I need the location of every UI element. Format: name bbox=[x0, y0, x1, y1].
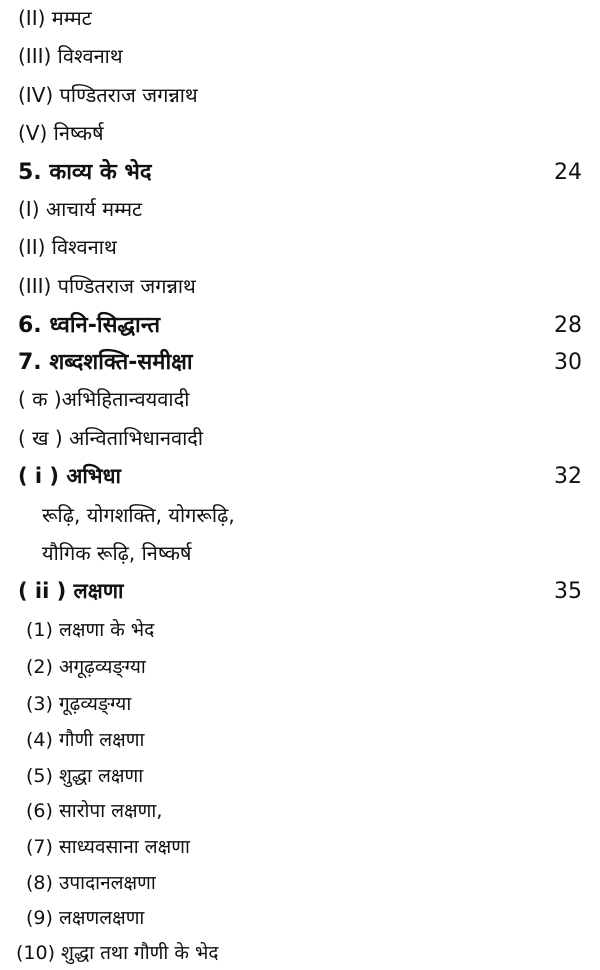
subchapter-title: ( ii ) लक्षणा bbox=[18, 579, 124, 603]
entry-title: (9) लक्षणलक्षणा bbox=[26, 907, 145, 929]
toc-chapter bbox=[18, 346, 582, 376]
entry-title: (10) शुद्धा तथा गौणी के भेद bbox=[16, 942, 219, 964]
subchapter-page: 32 bbox=[554, 464, 582, 489]
entry-title: (5) शुद्धा लक्षणा bbox=[26, 765, 144, 787]
entry-title: (4) गौणी लक्षणा bbox=[26, 729, 145, 751]
toc-entry bbox=[42, 539, 582, 566]
toc-entry bbox=[26, 653, 582, 679]
entry-title: (6) सारोपा लक्षणा, bbox=[26, 800, 163, 822]
toc-entry bbox=[26, 797, 582, 823]
chapter-title: 5. काव्य के भेद bbox=[18, 160, 152, 185]
toc-entry bbox=[18, 233, 582, 260]
toc-entry bbox=[26, 726, 582, 752]
entry-title: (IV) पण्डितराज जगन्नाथ bbox=[18, 83, 198, 107]
entry-title: (II) मम्मट bbox=[18, 6, 92, 30]
toc-entry bbox=[18, 4, 582, 31]
toc-entry bbox=[26, 833, 582, 859]
toc-entry bbox=[18, 42, 582, 69]
toc-entry bbox=[18, 272, 582, 299]
entry-title: (7) साध्यवसाना लक्षणा bbox=[26, 836, 190, 858]
toc-entry bbox=[26, 616, 582, 642]
toc-entry bbox=[18, 195, 582, 222]
toc-entry bbox=[16, 939, 582, 965]
entry-title: (V) निष्कर्ष bbox=[18, 121, 104, 145]
entry-title: (3) गूढ़व्यङ्ग्या bbox=[26, 693, 132, 715]
toc-entry bbox=[42, 501, 582, 528]
toc-entry bbox=[26, 869, 582, 895]
subchapter-title: ( i ) अभिधा bbox=[18, 464, 121, 488]
toc-entry bbox=[18, 81, 582, 108]
entry-title: यौगिक रूढ़ि, निष्कर्ष bbox=[42, 541, 192, 565]
entry-title: (III) पण्डितराज जगन्नाथ bbox=[18, 274, 196, 298]
toc-chapter bbox=[18, 156, 582, 186]
toc-subchapter bbox=[18, 577, 582, 605]
chapter-page: 30 bbox=[554, 350, 582, 375]
entry-title: ( क )अभिहितान्वयवादी bbox=[18, 387, 190, 411]
entry-title: (I) आचार्य मम्मट bbox=[18, 197, 143, 221]
chapter-title: 7. शब्दशक्ति-समीक्षा bbox=[18, 350, 193, 375]
toc-entry bbox=[18, 424, 582, 451]
toc-subchapter bbox=[18, 462, 582, 490]
toc-chapter bbox=[18, 309, 582, 339]
toc-entry bbox=[26, 762, 582, 788]
entry-title: (II) विश्वनाथ bbox=[18, 235, 117, 259]
entry-title: (2) अगूढ़व्यङ्ग्या bbox=[26, 656, 146, 678]
toc-entry bbox=[18, 385, 582, 412]
entry-title: (1) लक्षणा के भेद bbox=[26, 619, 155, 641]
chapter-page: 28 bbox=[554, 313, 582, 338]
entry-title: रूढ़ि, योगशक्ति, योगरूढ़ि, bbox=[42, 503, 235, 527]
toc-entry bbox=[18, 119, 582, 146]
entry-title: (III) विश्वनाथ bbox=[18, 44, 123, 68]
subchapter-page: 35 bbox=[554, 579, 582, 604]
toc-entry bbox=[26, 904, 582, 930]
chapter-page: 24 bbox=[554, 160, 582, 185]
entry-title: ( ख ) अन्विताभिधानवादी bbox=[18, 426, 204, 450]
chapter-title: 6. ध्वनि-सिद्धान्त bbox=[18, 313, 161, 338]
entry-title: (8) उपादानलक्षणा bbox=[26, 872, 156, 894]
toc-entry bbox=[26, 690, 582, 716]
